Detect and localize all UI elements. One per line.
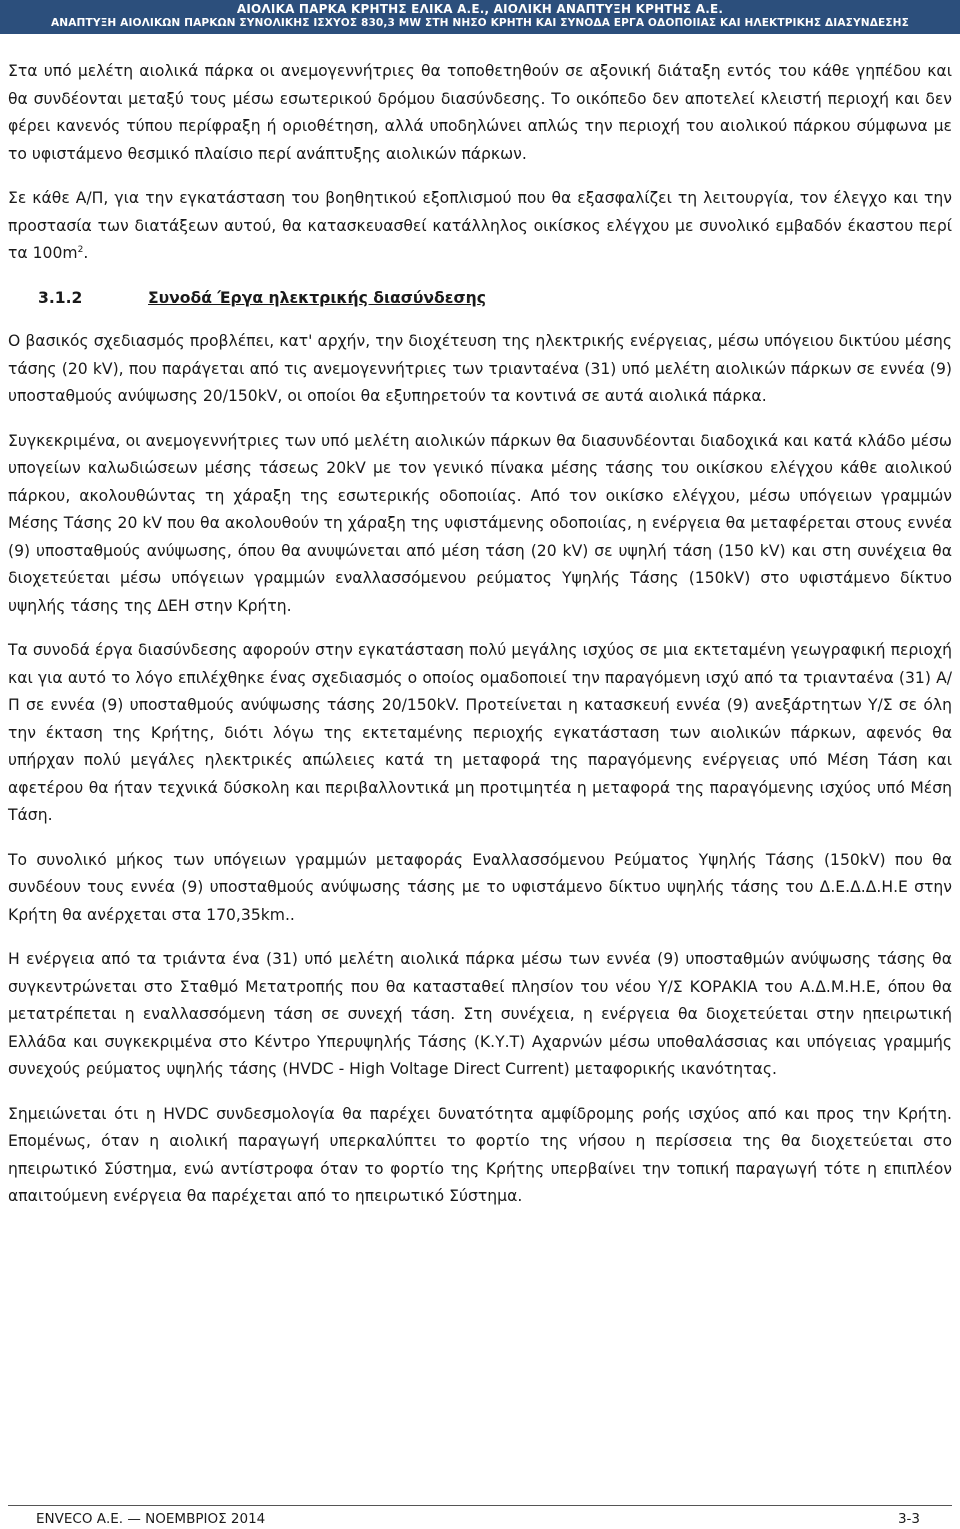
paragraph-basic-design: Ο βασικός σχεδιασμός προβλέπει, κατ' αρχήν, την διοχέτευση της ηλεκτρικής ενέργειας, μέσω υπόγειου δικτύου μέσης τάσης (20 kV), που παράγεται από τις ανεμογεννήτριες των τριανταένα (31) υπό μελέτη αιολικών πάρκων σε εννέα (9) υποσταθμούς ανύψωσης 20/150kV, οι οποίοι θα εξυπηρετούν τα κοντινά σε αυτά αιολικά πάρκα. — [8, 332, 952, 405]
header-title-line-1: ΑΙΟΛΙΚΑ ΠΑΡΚΑ ΚΡΗΤΗΣ ΕΛΙΚΑ Α.Ε., ΑΙΟΛΙΚΗ ΑΝΑΠΤΥΞΗ ΚΡΗΤΗΣ Α.Ε. — [236, 2, 724, 16]
section-heading — [8, 285, 952, 313]
section-title: Συνοδά Έργα ηλεκτρικής διασύνδεσης — [148, 288, 486, 307]
paragraph-site-layout: Στα υπό μελέτη αιολικά πάρκα οι ανεμογεννήτριες θα τοποθετηθούν σε αξονική διάταξη εντός του κάθε γηπέδου και θα συνδέονται μεταξύ τους μέσω εσωτερικού δρόμου διασύνδεσης. Το οικόπεδο δεν αποτελεί κλειστή περιοχή και δεν φέρει κανενός τύπου περίφραξη ή οριοθέτηση, αλλά υποδηλώνει απλώς την περιοχή του αιολικού πάρκου σύμφωνα με το υφιστάμενο θεσμικό πλαίσιο περί ανάπτυξης αιολικών πάρκων. — [8, 62, 952, 163]
paragraph-control-kiosk-text: Σε κάθε Α/Π, για την εγκατάσταση του βοηθητικού εξοπλισμού που θα εξασφαλίζει τη λειτουργία, τον έλεγχο και την προστασία των διατάξεων αυτού, θα κατασκευασθεί κατάλληλος οικίσκος ελέγχου με συνολικό εμβαδόν έκαστου περί τα 100m — [8, 189, 952, 262]
paragraph-substations-rationale: Τα συνοδά έργα διασύνδεσης αφορούν στην εγκατάσταση πολύ μεγάλης ισχύος σε μια εκτεταμένη γεωγραφική περιοχή και για αυτό το λόγο επιλέχθηκε ένας σχεδιασμός ο οποίος ομαδοποιεί την παραγόμενη ισχύ από τα τριανταένα (31) Α/Π σε εννέα (9) υποσταθμούς ανύψωσης τάσης 20/150kV. Προτείνεται η κατασκευή εννέα (9) ανεξάρτητων Υ/Σ σε όλη την έκταση της Κρήτης, διότι λόγω της εκτεταμένης περιοχής εγκατάσταση των αιολικών πάρκων, αφενός θα υπήρχαν πολύ μεγάλες ηλεκτρικές απώλειες κατά τη μεταφορά της παραγόμενης ενέργειας υπό Μέση Τάση και αφετέρου θα ήταν τεχνικά δύσκολη και περιβαλλοντικά μη προτιμητέα η μεταφορά της παραγόμενης ισχύος υπό Μέση Τάση. — [8, 641, 952, 824]
footer-page-number: 3-3 — [897, 1511, 920, 1527]
section-number: 3.1.2 — [38, 288, 83, 307]
page-header-band — [0, 0, 960, 34]
document-body — [8, 58, 952, 1228]
paragraph-control-kiosk — [8, 185, 952, 268]
footer-company-date: ENVECO Α.Ε. — ΝΟΕΜΒΡΙΟΣ 2014 — [36, 1511, 266, 1527]
paragraph-bidirectional-flow: Σημειώνεται ότι η HVDC συνδεσμολογία θα παρέχει δυνατότητα αμφίδρομης ροής ισχύος από και προς την Κρήτη. Επομένως, όταν η αιολική παραγωγή υπερκαλύπτει το φορτίο της νήσου η περίσσεια της θα διοχετεύεται στο ηπειρωτικό Σύστημα, ενώ αντίστροφα όταν το φορτίο της Κρήτης υπερβαίνει την τοπική παραγωγή τότε η επιπλέον απαιτούμενη ενέργεια θα παρέχεται από το ηπειρωτικό Σύστημα. — [8, 1104, 952, 1205]
area-unit-superscript: 2 — [77, 244, 84, 255]
paragraph-line-length: Το συνολικό μήκος των υπόγειων γραμμών μεταφοράς Εναλλασσόμενου Ρεύματος Υψηλής Τάσης (150kV) που θα συνδέουν τους εννέα (9) υποσταθμούς ανύψωσης τάσης με το υφιστάμενο δίκτυο υψηλής τάσης του Δ.Ε.Δ.Δ.Η.Ε στην Κρήτη θα ανέρχεται στα 170,35km.. — [8, 850, 952, 924]
footer-divider — [8, 1505, 952, 1506]
paragraph-cabling-details: Συγκεκριμένα, οι ανεμογεννήτριες των υπό μελέτη αιολικών πάρκων θα διασυνδέονται διαδοχικά και κατά κλάδο μέσω υπογείων καλωδιώσεων μέσης τάσεως 20kV με τον γενικό πίνακα μέσης τάσης του οικίσκου ελέγχου κάθε αιολικού πάρκου, ακολουθώντας τη χάραξη της εσωτερικής οδοποιίας. Από τον οικίσκο ελέγχου, μέσω υπόγειων γραμμών Μέσης Τάσης 20 kV που θα ακολουθούν τη χάραξη της υφιστάμενης οδοποιίας, η ενέργεια θα μεταφέρεται στους εννέα (9) υποσταθμούς ανύψωσης, όπου θα ανυψώνεται από μέση τάση (20 kV) σε υψηλή τάση (150 kV) και στη συνέχεια θα διοχετεύεται μέσω υπόγειων γραμμών εναλλασσόμενου ρεύματος Υψηλής Τάσης (150kV) στο υφιστάμενο δίκτυο υψηλής τάσης της ΔΕΗ στην Κρήτη. — [8, 431, 952, 615]
page-footer — [0, 1509, 960, 1529]
header-title-line-2: ΑΝΑΠΤΥΞΗ ΑΙΟΛΙΚΩΝ ΠΑΡΚΩΝ ΣΥΝΟΛΙΚΗΣ ΙΣΧΥΟΣ 830,3 MW ΣΤΗ ΝΗΣΟ ΚΡΗΤΗ ΚΑΙ ΣΥΝΟΔΑ ΕΡΓΑ ΟΔΟΠΟΙΙΑΣ ΚΑΙ ΗΛΕΚΤΡΙΚΗΣ ΔΙΑΣΥΝΔΕΣΗΣ — [50, 17, 909, 29]
paragraph-control-kiosk-end: . — [83, 244, 89, 262]
paragraph-hvdc-transfer: Η ενέργεια από τα τριάντα ένα (31) υπό μελέτη αιολικά πάρκα μέσω των εννέα (9) υποσταθμών ανύψωσης τάσης θα συγκεντρώνεται στο Σταθμό Μετατροπής που θα κατασταθεί πλησίον του νέου Υ/Σ ΚΟΡΑΚΙΑ του Α.Δ.Μ.Η.Ε, όπου θα μετατρέπεται η εναλλασσόμενη τάση σε συνεχή τάση. Στη συνέχεια, η ενέργεια θα διοχετεύεται στην ηπειρωτική Ελλάδα και συγκεκριμένα στο Κέντρο Υπερυψηλής Τάσης (Κ.Υ.Τ) Αχαρνών μέσω υποθαλάσσιας και υπόγειας γραμμής συνεχούς ρεύματος υψηλής τάσης (HVDC - High Voltage Direct Current) μεταφορικής ικανότητας. — [8, 950, 952, 1078]
